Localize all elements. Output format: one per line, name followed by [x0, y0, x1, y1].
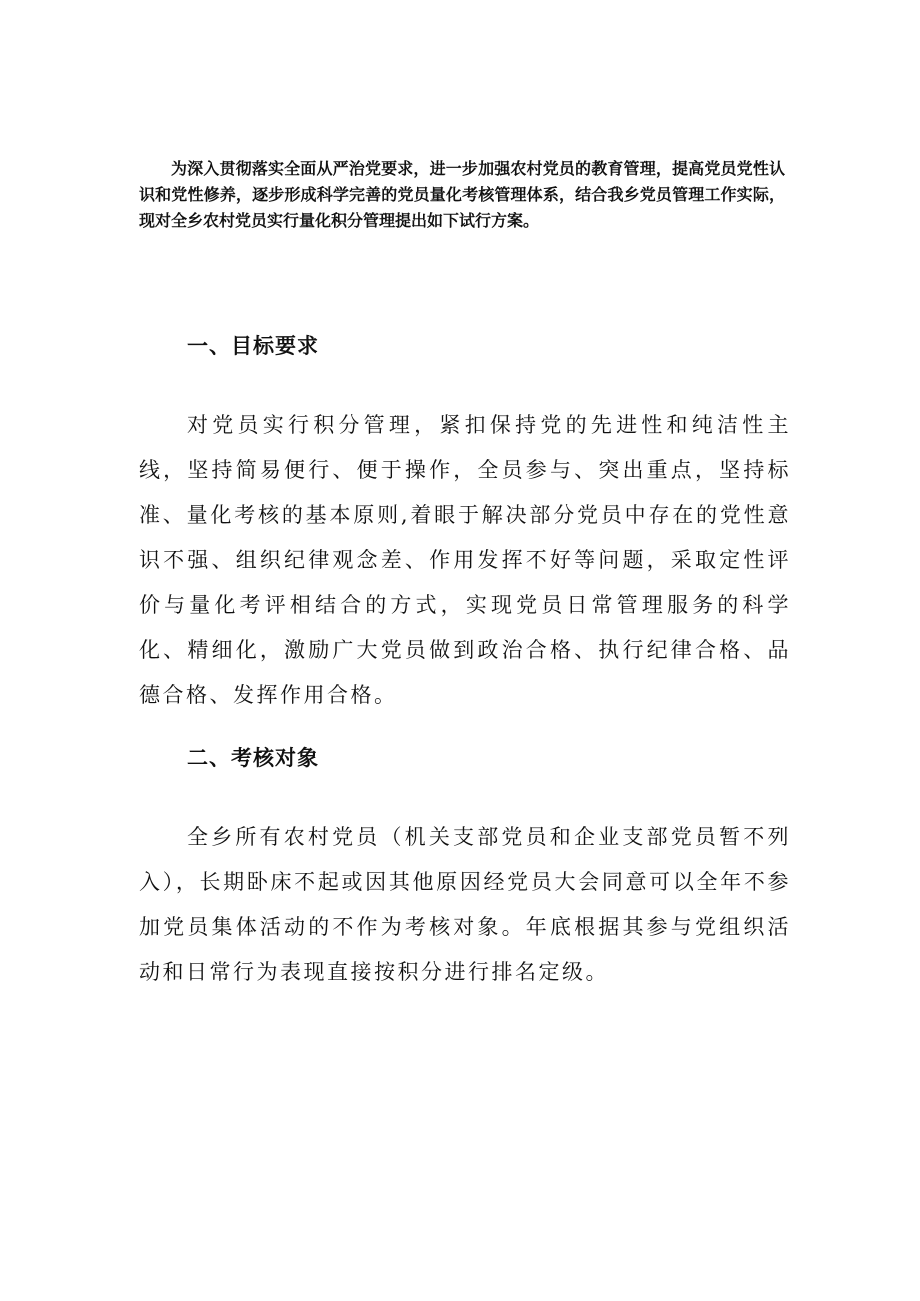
section-body-targets: 全乡所有农村党员（机关支部党员和企业支部党员暂不列入），长期卧床不起或因其他原因经党员大会同意可以全年不参加党员集体活动的不作为考核对象。年底根据其参与党组织活动和日常行为表现直接按积分进行排名定级。	[139, 825, 791, 984]
intro-paragraph: 为深入贯彻落实全面从严治党要求，进一步加强农村党员的教育管理，提高党员党性认识和党性修养，逐步形成科学完善的党员量化考核管理体系，结合我乡党员管理工作实际，现对全乡农村党员实行量化积分管理提出如下试行方案。	[139, 159, 785, 230]
section-heading-targets: 二、考核对象	[187, 746, 319, 770]
section-body-goals: 对党员实行积分管理，紧扣保持党的先进性和纯洁性主线，坚持简易便行、便于操作，全员参与、突出重点，坚持标准、量化考核的基本原则,着眼于解决部分党员中存在的党性意识不强、组织纪律观念差、作用发挥不好等问题，采取定性评价与量化考评相结合的方式，实现党员日常管理服务的科学化、精细化，激励广大党员做到政治合格、执行纪律合格、品德合格、发挥作用合格。	[139, 413, 791, 707]
section-heading-goals: 一、目标要求	[187, 334, 319, 358]
